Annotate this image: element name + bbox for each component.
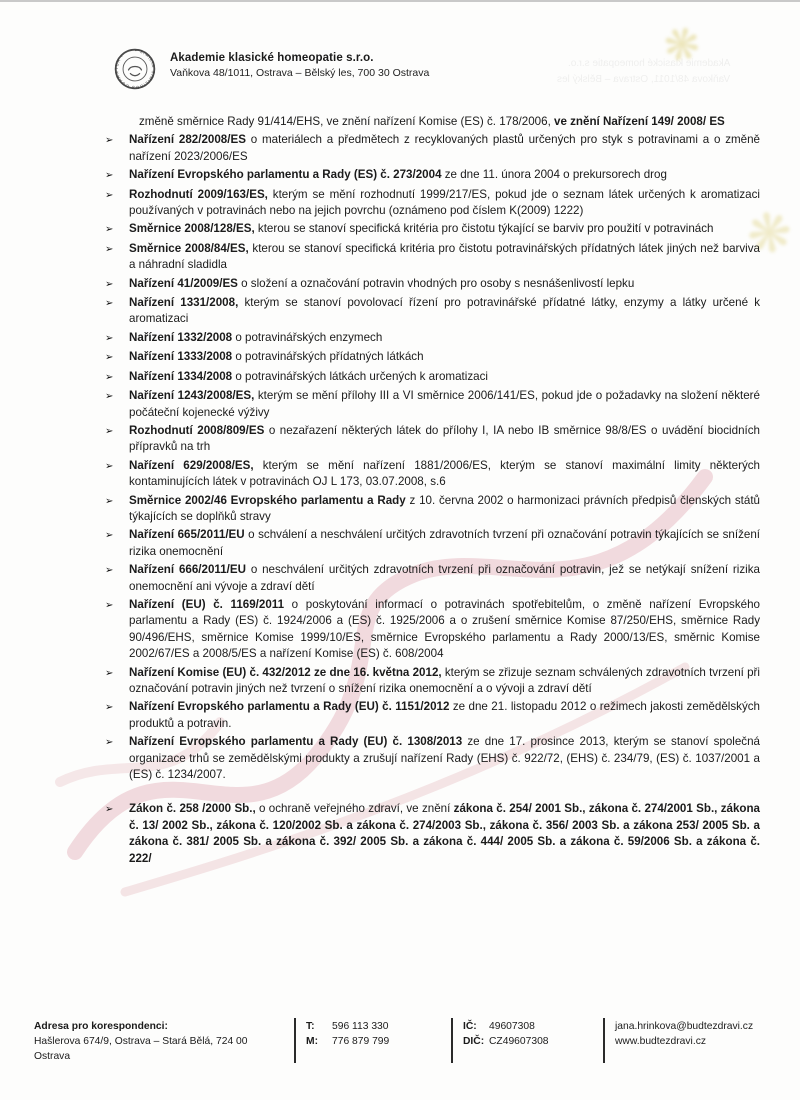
bullet-arrow-icon: ➢ [105, 530, 114, 542]
letterhead [112, 46, 760, 92]
list-item-text: Nařízení Komise (EU) č. 432/2012 ze dne 16. května 2012, kterým se zřizuje seznam schválených zdravotních tvrzení při označování potravin jiných než tvrzení o snížení rizika onemocnění a o vývoji a zdraví dětí [129, 665, 760, 695]
bullet-arrow-icon: ➢ [105, 667, 114, 679]
bullet-arrow-icon: ➢ [105, 189, 114, 201]
list-item [105, 330, 760, 347]
list-item [105, 241, 760, 274]
list-item [105, 493, 760, 526]
list-item [105, 132, 760, 165]
list-item-text: Nařízení 1243/2008/ES, kterým se mění přílohy III a VI směrnice 2006/141/ES, pokud jde o požadavky na složení některé počáteční kojenecké výživy [129, 389, 760, 419]
bullet-arrow-icon: ➢ [105, 702, 114, 714]
bullet-arrow-icon: ➢ [105, 737, 114, 749]
list-item [105, 562, 760, 595]
bullet-arrow-icon: ➢ [105, 460, 114, 472]
svg-text:• SIMILIA SIMILIBUS CURANTUR •: • SIMILIA SIMILIBUS CURANTUR • [113, 47, 157, 91]
list-item-text: Rozhodnutí 2009/163/ES, kterým se mění rozhodnutí 1999/217/ES, pokud jde o seznam látek určených k aromatizaci používaných v potravinách nebo na jejich povrchu (oznámeno pod číslem K(2009) 1222) [129, 187, 761, 218]
bleed-through-text: Vaňkova 48/1011, Ostrava – Bělský les [556, 74, 730, 85]
bullet-arrow-icon: ➢ [105, 565, 114, 577]
footer-phone-label: T: [306, 1021, 315, 1032]
footer-mobile-value: 776 879 799 [332, 1036, 390, 1047]
bullet-arrow-icon: ➢ [105, 425, 114, 437]
list-item-text: Směrnice 2008/128/ES, kterou se stanoví specifická kritéria pro čistotu týkající se barviv pro použití v potravinách [129, 222, 714, 236]
list-item-text: Nařízení 1334/2008 o potravinářských látkách určených k aromatizaci [129, 369, 488, 383]
list-item-text: Nařízení 666/2011/EU o neschválení určitých zdravotních tvrzení při označování potravin, jež se netýkají snížení rizika onemocnění ani vývoje a zdraví dětí [129, 563, 760, 593]
list-item-text: Nařízení 41/2009/ES o složení a označování potravin vhodných pro osoby s nesnášenlivostí lepku [129, 276, 635, 290]
bullet-arrow-icon: ➢ [105, 278, 114, 290]
list-item [105, 734, 760, 783]
list-item [105, 597, 760, 663]
list-item-text: Rozhodnutí 2008/809/ES o nezařazení některých látek do přílohy I, IA nebo IB směrnice 98/8/ES o uvádění biocidních přípravků na trh [129, 423, 760, 454]
bullet-arrow-icon: ➢ [105, 495, 114, 507]
bullet-arrow-icon: ➢ [105, 243, 114, 255]
list-item-text: Nařízení 665/2011/EU o schválení a neschválení určitých zdravotních tvrzení při označování potravin týkajících se snížení rizika onemocnění [129, 528, 760, 558]
company-address: Vaňkova 48/1011, Ostrava – Bělský les, 700 30 Ostrava [170, 67, 430, 79]
list-item [105, 665, 760, 698]
footer-website: www.budtezdravi.cz [615, 1036, 706, 1047]
footer-ic-value: 49607308 [489, 1021, 535, 1032]
list-item [105, 388, 760, 421]
list-item-text: Nařízení (EU) č. 1169/2011 o poskytování informací o potravinách spotřebitelům, o změně nařízení Evropského parlamentu a Rady (ES) č. 1924/2006 a (ES) č. 1925/2006 a o zrušení směrnice Komise 87/250/EHS, směrnice Rady 90/496/EHS, směrnice Komise 1999/10/ES, směrnice Evropského parlamentu a Rady 2000/13/ES, směrnic Komise 2002/67/ES a 2008/5/ES a nařízení Komise (ES) č. 608/2004 [129, 597, 760, 661]
scan-stain-mark: ❋ [657, 17, 706, 74]
bullet-arrow-icon: ➢ [105, 352, 114, 364]
list-item-text: Zákon č. 258 /2000 Sb., o ochraně veřejného zdraví, ve znění zákona č. 254/ 2001 Sb., zákona č. 274/2001 Sb., zákona č. 13/ 2002 Sb., zákona č. 120/2002 Sb. a zákona č. 274/2003 Sb., zákona č. 356/ 2003 Sb. a zákona 253/ 2005 Sb. a zákona č. 381/ 2005 Sb. a zákona č. 392/ 2005 Sb. a zákona č. 444/ 2005 Sb. a zákona č. 59/2006 Sb. a zákona č. 222/ [129, 802, 761, 865]
list-item-text: Nařízení 629/2008/ES, kterým se mění nařízení 1881/2006/ES, kterým se stanoví maximální limity některých kontaminujících látek v potravinách OJ L 173, 03.07.2008, s.6 [129, 458, 760, 489]
list-item-text: Nařízení 282/2008/ES o materiálech a předmětech z recyklovaných plastů určených pro styk s potravinami a o změně nařízení 2023/2006/ES [129, 133, 760, 163]
bullet-arrow-icon: ➢ [105, 599, 114, 611]
footer-address-value: Hašlerova 674/9, Ostrava – Stará Bělá, 724 00 Ostrava [34, 1036, 248, 1062]
company-name: Akademie klasické homeopatie s.r.o. [170, 52, 374, 64]
list-item [105, 295, 760, 328]
company-logo-icon [112, 46, 158, 92]
list-item-text: Nařízení 1331/2008, kterým se stanoví povolovací řízení pro potravinářské přídatné látky, enzymy a látky určené k aromatizaci [129, 296, 760, 326]
footer-dic-value: CZ49607308 [489, 1036, 549, 1047]
footer-ic-label: IČ: [463, 1021, 477, 1032]
intro-paragraph: změně směrnice Rady 91/414/EHS, ve znění nařízení Komise (ES) č. 178/2006, ve znění Nařízení 149/ 2008/ ES [139, 115, 725, 128]
list-item [105, 699, 760, 732]
footer-email: jana.hrinkova@budtezdravi.cz [615, 1021, 754, 1032]
document-body [105, 114, 760, 867]
list-item-text: Nařízení Evropského parlamentu a Rady (ES) č. 273/2004 ze dne 11. února 2004 o prekursorech drog [129, 168, 667, 182]
bullet-arrow-icon: ➢ [105, 332, 114, 344]
list-item [105, 369, 760, 386]
bullet-arrow-icon: ➢ [105, 804, 114, 816]
bullet-arrow-icon: ➢ [105, 391, 114, 403]
bullet-arrow-icon: ➢ [105, 224, 114, 236]
list-item [105, 167, 760, 184]
bullet-arrow-icon: ➢ [105, 298, 114, 310]
list-item [105, 527, 760, 560]
bleed-through-text: Akademie klasické homeopatie s.r.o. [567, 58, 730, 69]
list-item-text: Směrnice 2002/46 Evropského parlamentu a Rady z 10. června 2002 o harmonizaci právních předpisů členských států týkajících se doplňků stravy [129, 493, 760, 523]
list-item [105, 423, 760, 456]
list-item-text: Směrnice 2008/84/ES, kterou se stanoví specifická kritéria pro čistotu potravinářských přídatných látek jiných než barviva a náhradní sladidla [129, 241, 760, 272]
list-item [105, 801, 760, 867]
footer-address-label: Adresa pro korespondenci: [34, 1021, 168, 1032]
footer-phone-value: 596 113 330 [332, 1021, 389, 1032]
list-item [105, 458, 760, 491]
list-item [105, 276, 760, 293]
list-item-text: Nařízení Evropského parlamentu a Rady (EU) č. 1308/2013 ze dne 17. prosince 2013, kterým se stanoví společná organizace trhů se zemědělskými produkty a zrušují nařízení Rady (EHS) č. 922/72, (EHS) č. 234/79, (ES) č. 1037/2001 a (ES) č. 1234/2007. [129, 735, 760, 782]
bullet-arrow-icon: ➢ [105, 170, 114, 182]
list-item-text: Nařízení Evropského parlamentu a Rady (EU) č. 1151/2012 ze dne 21. listopadu 2012 o režimech jakosti zemědělských produktů a potravin. [129, 700, 760, 730]
footer [34, 1017, 770, 1064]
regulation-list [105, 132, 760, 867]
list-item-text: Nařízení 1332/2008 o potravinářských enzymech [129, 330, 383, 344]
scan-stain-mark: ❋ [741, 200, 797, 268]
bullet-arrow-icon: ➢ [105, 135, 114, 147]
list-item [105, 187, 760, 220]
bullet-arrow-icon: ➢ [105, 371, 114, 383]
list-item [105, 349, 760, 366]
footer-mobile-label: M: [306, 1036, 319, 1047]
list-item [105, 221, 760, 238]
list-item-text: Nařízení 1333/2008 o potravinářských přídatných látkách [129, 350, 424, 364]
footer-dic-label: DIČ: [463, 1036, 485, 1047]
